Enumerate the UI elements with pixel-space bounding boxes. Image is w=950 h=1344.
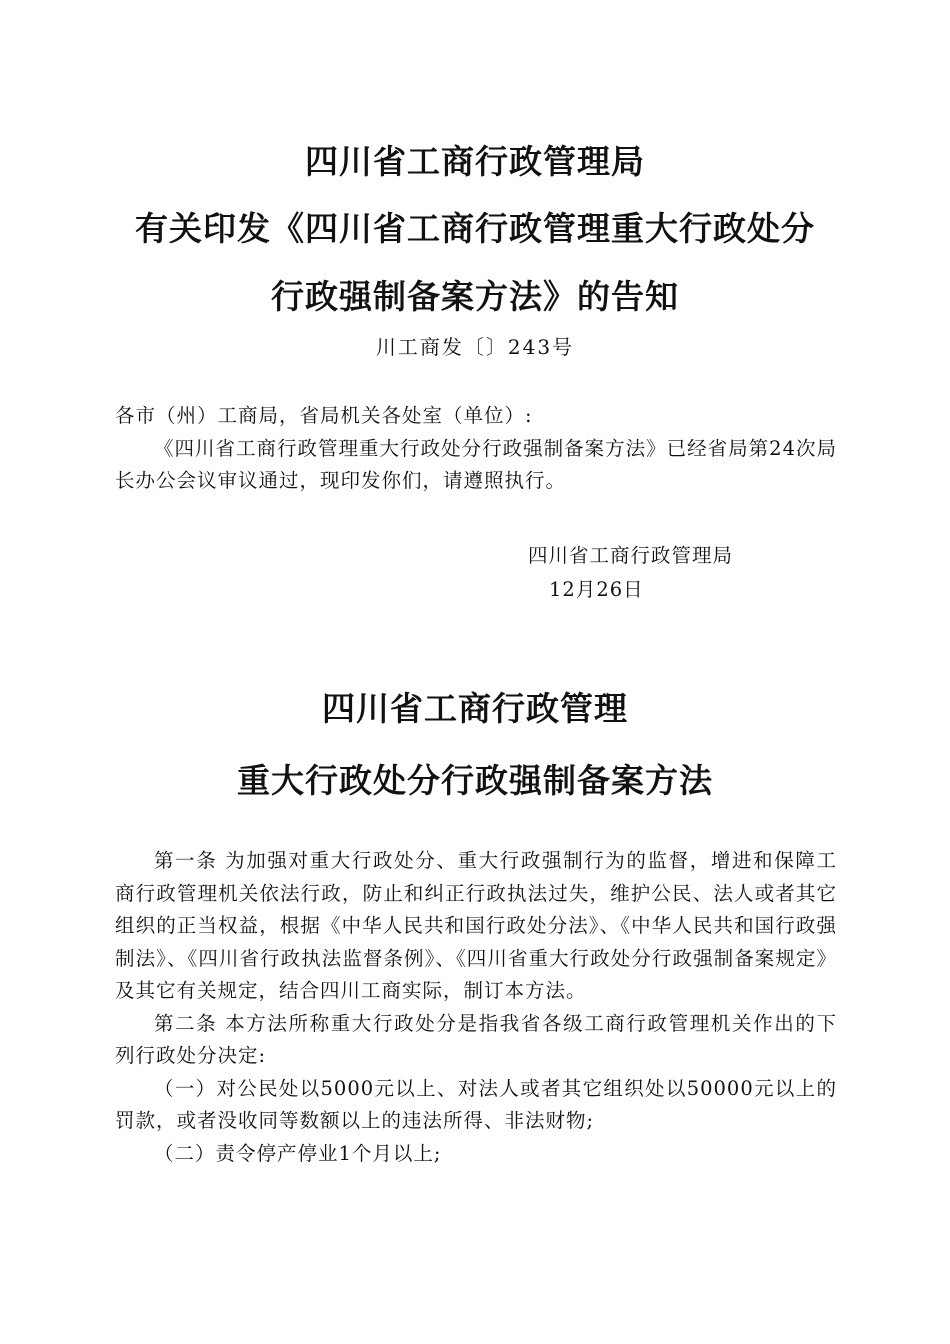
notice-title-line1: 四川省工商行政管理局 (305, 142, 645, 181)
article-1: 第一条 为加强对重大行政处分、重大行政强制行为的监督，增进和保障工商行政管理机关依法行政，防止和纠正行政执法过失，维护公民、法人或者其它组织的正当权益，根据《中华人民共和国行政处分法》、《中华人民共和国行政强制法》、《四川省行政执法监督条例》、《四川省重大行政处分行政强制备案规定》及其它有关规定，结合四川工商实际，制订本方法。 (115, 849, 837, 1002)
article-2-item-1: （一）对公民处以5000元以上、对法人或者其它组织处以50000元以上的罚款，或者没收同等数额以上的违法所得、非法财物; (115, 1076, 837, 1132)
article-2: 第二条 本方法所称重大行政处分是指我省各级工商行政管理机关作出的下列行政处分决定: (115, 1011, 837, 1067)
regulation-title-line2: 重大行政处分行政强制备案方法 (237, 761, 713, 800)
regulation-title-line1: 四川省工商行政管理 (322, 689, 628, 728)
notice-title-line2: 有关印发《四川省工商行政管理重大行政处分 (135, 209, 815, 248)
notice-body (115, 400, 837, 498)
signature: 四川省工商行政管理局 (528, 544, 734, 567)
signature-date: 12月26日 (549, 578, 644, 601)
notice-paragraph: 《四川省工商行政管理重大行政处分行政强制备案方法》已经省局第24次局长办公会议审议通过，现印发你们，请遵照执行。 (115, 436, 837, 492)
article-2-item-2: （二）责令停产停业1个月以上; (154, 1141, 442, 1165)
document-number: 川工商发〔〕243号 (375, 335, 575, 359)
salutation: 各市（州）工商局，省局机关各处室（单位）: (115, 404, 533, 427)
regulation-body (115, 845, 837, 1170)
notice-title-line3: 行政强制备案方法》的告知 (271, 277, 679, 316)
